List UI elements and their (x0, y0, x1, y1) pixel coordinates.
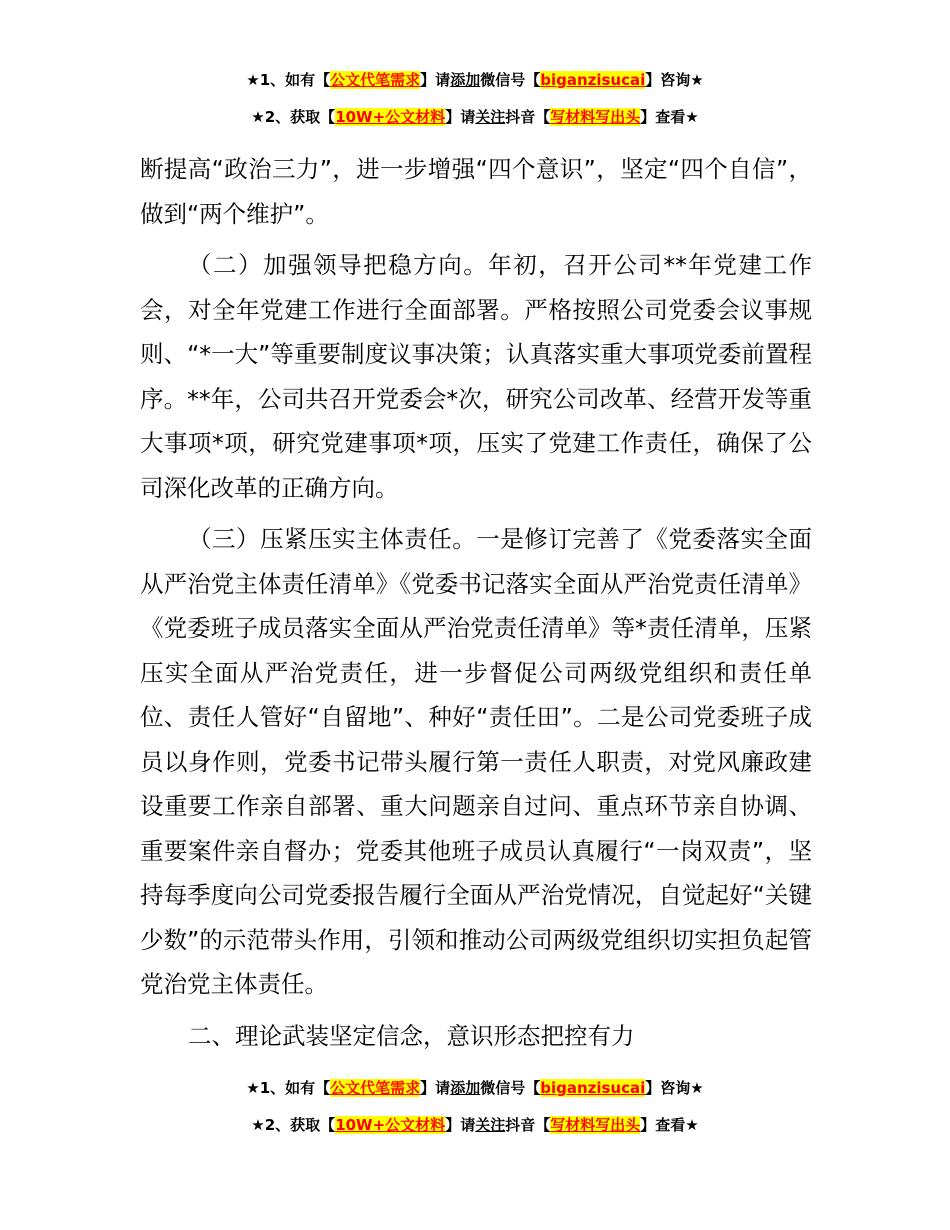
banner-text: 】请 (445, 1116, 476, 1134)
banner-highlight-service[interactable]: 公文代笔需求 (330, 1079, 421, 1097)
paragraph-section-3: （三）压紧压实主体责任。一是修订完善了《党委落实全面从严治党主体责任清单》《党委书记落实全面从严治党责任清单》《党委班子成员落实全面从严治党责任清单》等*责任清单，压紧压实全面从严治党责任，进一步督促公司两级党组织和责任单位、责任人管好“自留地”、种好“责任田”。二是公司党委班子成员以身作则，党委书记带头履行第一责任人职责，对党风廉政建设重要工作亲自部署、重大问题亲自过问、重点环节亲自协调、重要案件亲自督办；党委其他班子成员认真履行“一岗双责”，坚持每季度向公司党委报告履行全面从严治党情况，自觉起好“关键少数”的示范带头作用，引领和推动公司两级党组织切实担负起管党治党主体责任。 (140, 525, 812, 998)
bottom-banner-line-2 (0, 1114, 950, 1136)
banner-underline-follow: 关注 (475, 1116, 506, 1134)
banner-text: 】查看★ (640, 1116, 699, 1134)
banner-highlight-materials[interactable]: 10W+公文材料 (335, 108, 446, 126)
banner-text: ★2、获取【 (251, 108, 336, 126)
banner-text: 】请 (445, 108, 476, 126)
paragraph-section-2: （二）加强领导把稳方向。年初，召开公司**年党建工作会，对全年党建工作进行全面部署。严格按照公司党委会议事规则、“*一大”等重要制度议事决策；认真落实重大事项党委前置程序。**年，公司共召开党委会*次，研究公司改革、经营开发等重大事项*项，研究党建事项*项，压实了党建工作责任，确保了公司深化改革的正确方向。 (140, 251, 812, 502)
banner-highlight-douyin-account[interactable]: 写材料写出头 (550, 1116, 641, 1134)
banner-text: 】查看★ (640, 108, 699, 126)
section-heading: 二、理论武装坚定信念，意识形态把控有力 (188, 1021, 635, 1050)
banner-text: 微信号【 (480, 1079, 541, 1097)
document-body (140, 147, 812, 1058)
banner-highlight-wechat-id[interactable]: biganzisucai (540, 71, 646, 89)
bottom-banner-line-1 (0, 1077, 950, 1099)
banner-text: ★2、获取【 (251, 1116, 336, 1134)
top-banner-line-2 (0, 106, 950, 128)
banner-highlight-douyin-account[interactable]: 写材料写出头 (550, 108, 641, 126)
banner-underline-follow: 关注 (475, 108, 506, 126)
banner-text: ★1、如有【 (246, 71, 331, 89)
banner-text: 】咨询★ (645, 71, 704, 89)
banner-text: 】请 (420, 1079, 451, 1097)
banner-text: 抖音【 (505, 108, 551, 126)
banner-text: 】请 (420, 71, 451, 89)
banner-text: 】咨询★ (645, 1079, 704, 1097)
banner-text: 抖音【 (505, 1116, 551, 1134)
banner-underline-add: 添加 (450, 1079, 481, 1097)
paragraph-continuation: 断提高“政治三力”，进一步增强“四个意识”，坚定“四个自信”，做到“两个维护”。 (140, 155, 812, 228)
top-banner-line-1 (0, 69, 950, 91)
banner-text: 微信号【 (480, 71, 541, 89)
banner-underline-add: 添加 (450, 71, 481, 89)
banner-text: ★1、如有【 (246, 1079, 331, 1097)
banner-highlight-wechat-id[interactable]: biganzisucai (540, 1079, 646, 1097)
banner-highlight-materials[interactable]: 10W+公文材料 (335, 1116, 446, 1134)
banner-highlight-service[interactable]: 公文代笔需求 (330, 71, 421, 89)
